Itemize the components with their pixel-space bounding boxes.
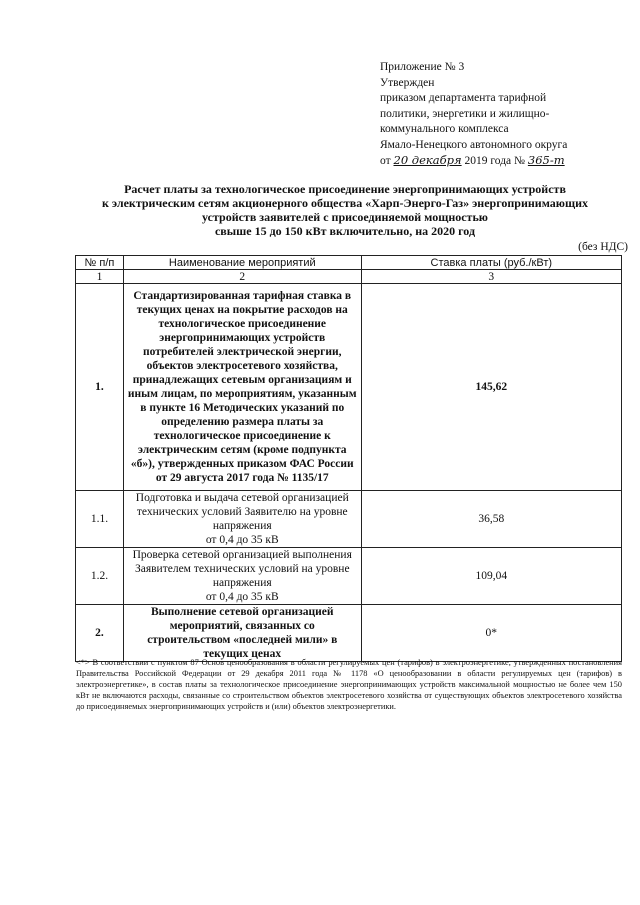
table-row [76, 284, 622, 491]
table-row [76, 548, 622, 605]
header-rate: Ставка платы (руб./кВт) [361, 256, 621, 270]
handwritten-number: 365-т [527, 153, 565, 167]
column-number: 1 [76, 270, 124, 284]
document-title [60, 182, 630, 238]
row-number: 1.2. [76, 548, 124, 605]
title-line: Расчет платы за технологическое присоединение энергопринимающих устройств [124, 182, 566, 196]
row-activity: Стандартизированная тарифная ставка в текущих ценах на покрытие расходов на технологическое присоединение энергопринимающих устройств потребителей электрической энергии, объектов электросетевого хозяйства, принадлежащих сетевым организациям и иным лицам, по мероприятиям, указанным в пункте 16 Методических указаний по определению размера платы за технологическое присоединение к электрическим сетям (кроме подпункта «б»), утвержденных приказом ФАС России от 29 августа 2017 года № 1135/17 [123, 284, 361, 491]
row-number: 1. [76, 284, 124, 491]
row-number: 2. [76, 605, 124, 662]
date-prefix: от [380, 155, 391, 167]
row-activity: Выполнение сетевой организацией мероприятий, связанных со строительством «последней мили» в текущих ценах [123, 605, 361, 662]
table-row [76, 605, 622, 662]
approval-order-line: Ямало-Ненецкого автономного округа [380, 138, 568, 151]
vat-note: (без НДС) [578, 241, 628, 253]
row-activity [123, 548, 361, 605]
rates-table [75, 255, 622, 662]
row-activity-text: Подготовка и выдача сетевой организацией технических условий Заявителю на уровне напряжения [135, 492, 349, 532]
row-activity-text: Проверка сетевой организацией выполнения Заявителем технических условий на уровне напряжения [132, 549, 352, 589]
row-number: 1.1. [76, 491, 124, 548]
column-number: 3 [361, 270, 621, 284]
header-number: № п/п [76, 256, 124, 270]
title-line: свыше 15 до 150 кВт включительно, на 2020 год [214, 224, 476, 238]
row-rate: 0* [361, 605, 621, 662]
approval-order-line: политики, энергетики и жилищно- [380, 107, 550, 120]
row-rate: 145,62 [361, 284, 621, 491]
column-number-row [76, 270, 622, 284]
row-activity-voltage: от 0,4 до 35 кВ [205, 534, 279, 546]
approval-order-line: приказом департамента тарифной [380, 92, 547, 104]
header-activity: Наименование мероприятий [123, 256, 361, 270]
title-line: к электрическим сетям акционерного общества «Харп-Энерго-Газ» энергопринимающих [101, 196, 589, 210]
row-activity-voltage: от 0,4 до 35 кВ [205, 591, 279, 603]
column-number: 2 [123, 270, 361, 284]
row-activity [123, 491, 361, 548]
table-row [76, 491, 622, 548]
date-year: 2019 года № [464, 155, 526, 167]
title-line: устройств заявителей с присоединяемой мощностью [202, 210, 488, 224]
approval-order-line: коммунального комплекса [380, 123, 509, 135]
table-header-row [76, 256, 622, 270]
row-rate: 109,04 [361, 548, 621, 605]
approved-label: Утвержден [380, 76, 435, 89]
approval-block [380, 60, 620, 170]
footnote: <*> В соответствии с пунктом 87 Основ ценообразования в области регулируемых цен (тарифов) в электроэнергетике, утвержденных постановления Правительства Российской Федерации от 29 декабря 2011 года № 1178 «О ценообразовании в области регулируемых цен (тарифов) в электроэнергетике», в состав платы за технологическое присоединение энергопринимающих устройств максимальной мощностью не более чем 150 кВт не включаются расходы, связанные со строительством объектов электросетевого хозяйства от существующих объектов электросетевого хозяйства до присоединяемых энергопринимающих устройств и (или) объектов электроэнергетики. [76, 658, 622, 711]
approval-date-line [380, 153, 620, 170]
row-rate: 36,58 [361, 491, 621, 548]
handwritten-date: 20 декабря [393, 153, 462, 167]
appendix-number: Приложение № 3 [380, 61, 465, 73]
